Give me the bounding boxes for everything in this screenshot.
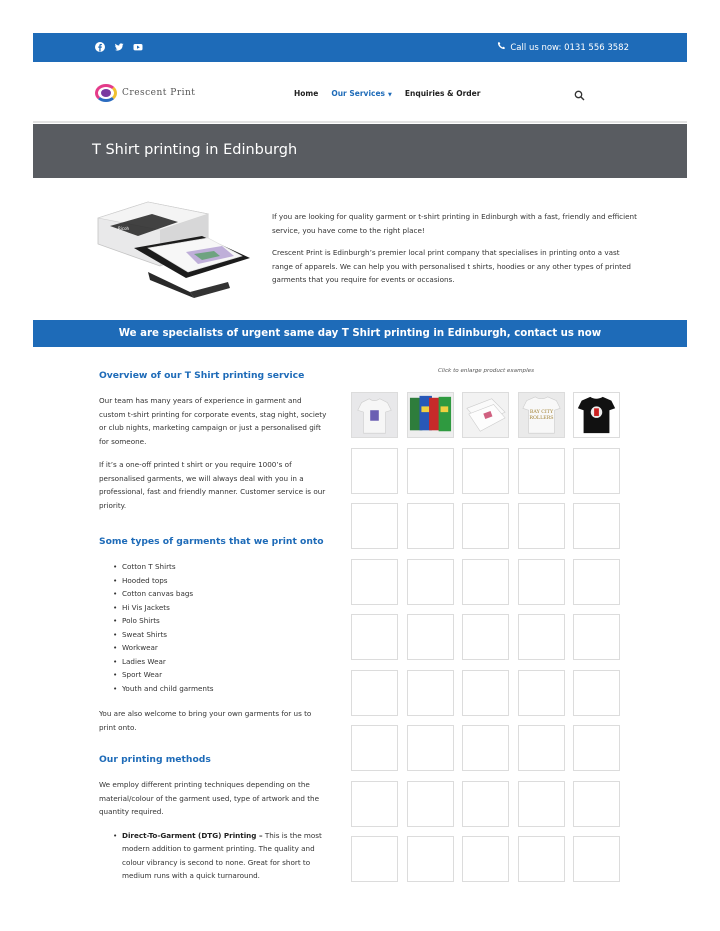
gallery-thumb[interactable] [407,725,454,771]
twitter-icon[interactable] [113,41,125,53]
bay-city-rollers-print: BAY CITY [529,410,553,416]
methods-paragraph: We employ different printing techniques depending on the material/colour of the garment used, type of artwork and the quantity required. [99,780,319,816]
gallery-thumb[interactable] [407,836,454,882]
gallery-thumb[interactable] [351,448,398,494]
gallery-thumb[interactable] [518,670,565,716]
gallery-thumb[interactable] [351,559,398,605]
gallery-thumb[interactable] [518,836,565,882]
list-item: • Cotton T Shirts [113,560,329,574]
intro-text [272,210,637,296]
gallery-thumb[interactable] [351,614,398,660]
gallery-thumb[interactable] [407,614,454,660]
youtube-icon[interactable] [132,41,144,53]
gallery-thumb[interactable] [351,503,398,549]
nav-our-services[interactable] [331,89,392,98]
social-links [94,41,144,53]
gallery-thumb[interactable] [407,503,454,549]
gallery-thumb[interactable] [573,781,620,827]
chevron-down-icon: ▼ [388,92,392,98]
facebook-icon[interactable] [94,41,106,53]
overview-paragraph-2: If it’s a one-off printed t shirt or you require 1000’s of personalised garments, we will always deal with you in a professional, fast and friendly manner. Customer service is our priority. [99,460,326,510]
call-us-link[interactable] [497,41,629,53]
gallery-grid [351,392,621,882]
gallery-thumb[interactable] [518,503,565,549]
nav-our-services-label: Our Services [331,89,386,98]
phone-text: Call us now: 0131 556 3582 [510,43,629,53]
list-item: • Sweat Shirts [113,628,329,642]
gallery-thumb[interactable] [407,448,454,494]
phone-icon [497,41,506,53]
content-column [99,368,329,895]
gallery-thumb-colour-tshirts[interactable] [407,392,454,438]
nav-home[interactable]: Home [294,89,319,98]
gallery-thumb[interactable] [573,670,620,716]
search-icon[interactable] [574,86,585,97]
list-item: • Hooded tops [113,574,329,588]
methods-heading: Our printing methods [99,754,211,765]
gallery-thumb[interactable] [462,781,509,827]
intro-paragraph-2: Crescent Print is Edinburgh’s premier local print company that specialises in printing onto a vast range of apparels. We can help you with personalised t shirts, hoodies or any other types of printed garments that you require for events or occasions. [272,248,631,284]
main-nav [294,89,493,98]
list-item: • Hi Vis Jackets [113,601,329,615]
gallery-thumb[interactable] [573,725,620,771]
banner-text: We are specialists of urgent same day T Shirt printing in Edinburgh, contact us now [118,328,602,339]
gallery-thumb[interactable] [462,503,509,549]
gallery-thumb[interactable] [518,725,565,771]
gallery-thumb[interactable] [351,725,398,771]
gallery-thumb[interactable] [573,614,620,660]
overview-paragraph-1: Our team has many years of experience in garment and custom t-shirt printing for corporate events, stag night, society or club nights, marketing campaign or just a personalised gift for someone. [99,396,327,446]
top-bar [33,33,687,62]
gallery-thumb[interactable] [518,448,565,494]
gallery-thumb[interactable] [462,614,509,660]
crescent-print-logo[interactable] [95,84,195,102]
list-item [113,829,329,883]
gallery-thumb[interactable] [351,836,398,882]
site-header [33,62,687,123]
gallery-thumb[interactable] [462,836,509,882]
gallery-thumb[interactable] [462,448,509,494]
gallery-thumb[interactable] [351,781,398,827]
gallery-thumb[interactable] [462,725,509,771]
nav-enquiries-order[interactable]: Enquiries & Order [404,89,481,98]
list-item: • Workwear [113,641,329,655]
list-item: • Ladies Wear [113,655,329,669]
list-item: • Polo Shirts [113,614,329,628]
product-gallery [351,368,621,882]
page-title: T Shirt printing in Edinburgh [92,142,298,158]
dtg-title: Direct-To-Garment (DTG) Printing – [122,830,263,840]
gallery-thumb[interactable] [407,781,454,827]
logo-text: Crescent Print [122,88,196,98]
gallery-thumb[interactable] [518,614,565,660]
dtg-printer-image [90,196,255,304]
page-bottom-edge [0,898,720,931]
gallery-thumb[interactable] [407,670,454,716]
garments-note: You are also welcome to bring your own garments for us to print onto. [99,709,312,732]
gallery-thumb[interactable] [518,559,565,605]
list-item: • Cotton canvas bags [113,587,329,601]
gallery-thumb[interactable] [573,503,620,549]
gallery-thumb[interactable] [573,836,620,882]
gallery-thumb-stacked-tshirts[interactable] [462,392,509,438]
gallery-thumb[interactable] [462,559,509,605]
logo-icon [95,84,119,102]
garments-heading: Some types of garments that we print onto [99,536,324,547]
gallery-thumb[interactable] [407,559,454,605]
gallery-thumb-white-tshirt[interactable] [351,392,398,438]
urgent-printing-banner[interactable] [33,320,687,347]
gallery-thumb-black-tshirt[interactable] [573,392,620,438]
page-title-banner [33,124,687,178]
gallery-thumb[interactable] [573,559,620,605]
gallery-caption: Click to enlarge product examples [437,368,535,374]
svg-text:ROLLERS: ROLLERS [528,415,554,421]
list-item: • Youth and child garments [113,682,329,696]
methods-list [113,829,329,883]
gallery-thumb-bay-city-rollers[interactable] [518,392,565,438]
gallery-thumb[interactable] [462,670,509,716]
dtg-text: This is the most modern addition to garment printing. The quality and colour vibrancy is second to none. Great for short to medium runs with a quick turnaround. [122,830,322,880]
gallery-thumb[interactable] [351,670,398,716]
svg-text:Ricoh: Ricoh [118,226,130,231]
gallery-thumb[interactable] [518,781,565,827]
list-item: • Sport Wear [113,668,329,682]
garments-list [113,560,329,695]
intro-paragraph-1: If you are looking for quality garment or t-shirt printing in Edinburgh with a fast, friendly and efficient service, you have come to the right place! [272,212,637,235]
gallery-thumb[interactable] [573,448,620,494]
overview-heading: Overview of our T Shirt printing service [99,370,305,381]
